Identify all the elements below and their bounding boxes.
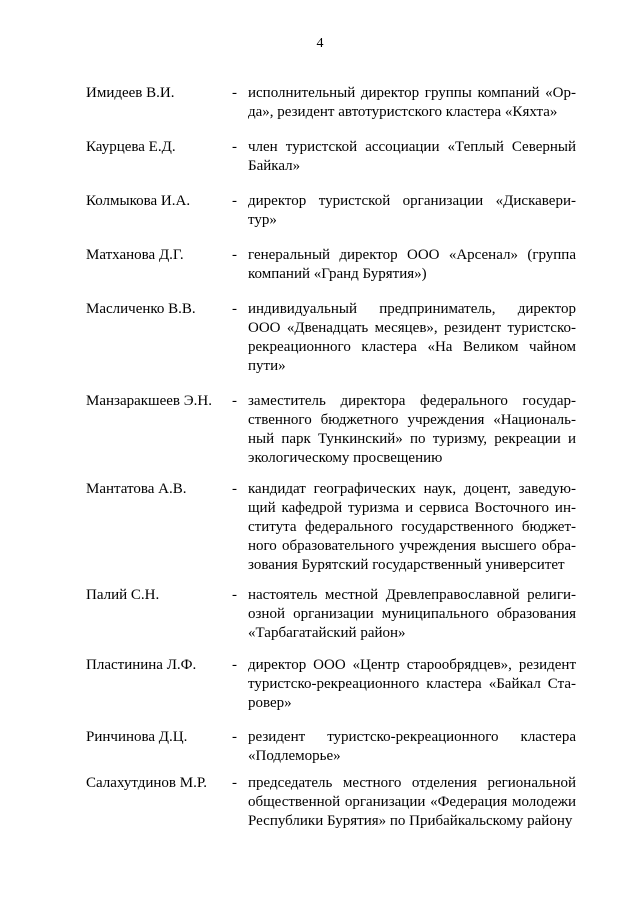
description-line: общественной организации «Федерация молодежи: [248, 794, 576, 810]
member-description: [248, 586, 576, 643]
entry-dash: -: [232, 193, 237, 209]
description-line: директор ООО «Центр старообрядцев», резидент: [248, 657, 576, 673]
member-description: [248, 300, 576, 376]
member-name: Колмыкова И.А.: [86, 193, 191, 209]
description-line: ного образовательного учреждения высшего обра-: [248, 538, 576, 554]
member-description: [248, 728, 576, 766]
description-line: ный парк Тункинский» по туризму, рекреации и: [248, 431, 576, 447]
member-name: Салахутдинов М.Р.: [86, 775, 208, 791]
member-description: [248, 480, 576, 575]
description-line: «Тарбагатайский район»: [248, 625, 406, 641]
description-line: тур»: [248, 212, 277, 228]
entry-dash: -: [232, 301, 237, 317]
description-line: резидент туристско-рекреационного кластера: [248, 729, 576, 745]
description-line: председатель местного отделения региональной: [248, 775, 576, 791]
description-line: рекреационного кластера «На Великом чайном: [248, 339, 576, 355]
description-line: ровер»: [248, 695, 292, 711]
description-line: ственного бюджетного учреждения «Националь-: [248, 412, 576, 428]
description-line: исполнительный директор группы компаний «Ор-: [248, 85, 576, 101]
member-name: Палий С.Н.: [86, 587, 160, 603]
member-description: [248, 138, 576, 176]
entry-dash: -: [232, 657, 237, 673]
member-name: Каурцева Е.Д.: [86, 139, 176, 155]
description-line: компаний «Гранд Бурятия»): [248, 266, 427, 282]
entry-dash: -: [232, 587, 237, 603]
description-line: ститута федерального государственного бюджет-: [248, 519, 576, 535]
entry-dash: -: [232, 247, 237, 263]
entry-dash: -: [232, 393, 237, 409]
description-line: Республики Бурятия» по Прибайкальскому району: [248, 813, 573, 829]
member-description: [248, 246, 576, 284]
entry-dash: -: [232, 85, 237, 101]
description-line: Байкал»: [248, 158, 301, 174]
member-name: Имидеев В.И.: [86, 85, 175, 101]
member-name: Масличенко В.В.: [86, 301, 196, 317]
member-description: [248, 774, 576, 831]
member-name: Матханова Д.Г.: [86, 247, 184, 263]
page-number: 4: [316, 36, 324, 51]
description-line: зования Бурятский государственный университет: [248, 557, 565, 573]
description-line: заместитель директора федерального государ-: [248, 393, 576, 409]
description-line: генеральный директор ООО «Арсенал» (группа: [248, 247, 576, 263]
description-line: кандидат географических наук, доцент, заведую-: [248, 481, 576, 497]
description-line: озной организации муниципального образования: [248, 606, 576, 622]
entry-dash: -: [232, 139, 237, 155]
entry-dash: -: [232, 481, 237, 497]
description-line: экологическому просвещению: [248, 450, 443, 466]
description-line: директор туристской организации «Дискавери-: [248, 193, 576, 209]
description-line: «Подлеморье»: [248, 748, 341, 764]
member-name: Ринчинова Д.Ц.: [86, 729, 188, 745]
description-line: пути»: [248, 358, 286, 374]
member-name: Манзаракшеев Э.Н.: [86, 393, 212, 409]
description-line: настоятель местной Древлеправославной религи-: [248, 587, 576, 603]
member-name: Мантатова А.В.: [86, 481, 187, 497]
member-description: [248, 84, 576, 122]
description-line: да», резидент автотуристского кластера «Кяхта»: [248, 104, 558, 120]
member-description: [248, 656, 576, 713]
member-name: Пластинина Л.Ф.: [86, 657, 197, 673]
description-line: индивидуальный предприниматель, директор: [248, 301, 576, 317]
description-line: ООО «Двенадцать месяцев», резидент туристско-: [248, 320, 576, 336]
entry-dash: -: [232, 729, 237, 745]
member-description: [248, 392, 576, 468]
entry-dash: -: [232, 775, 237, 791]
description-line: туристско-рекреационного кластера «Байкал Ста-: [248, 676, 576, 692]
description-line: щий кафедрой туризма и сервиса Восточного ин-: [248, 500, 576, 516]
member-description: [248, 192, 576, 230]
description-line: член туристской ассоциации «Теплый Северный: [248, 139, 576, 155]
